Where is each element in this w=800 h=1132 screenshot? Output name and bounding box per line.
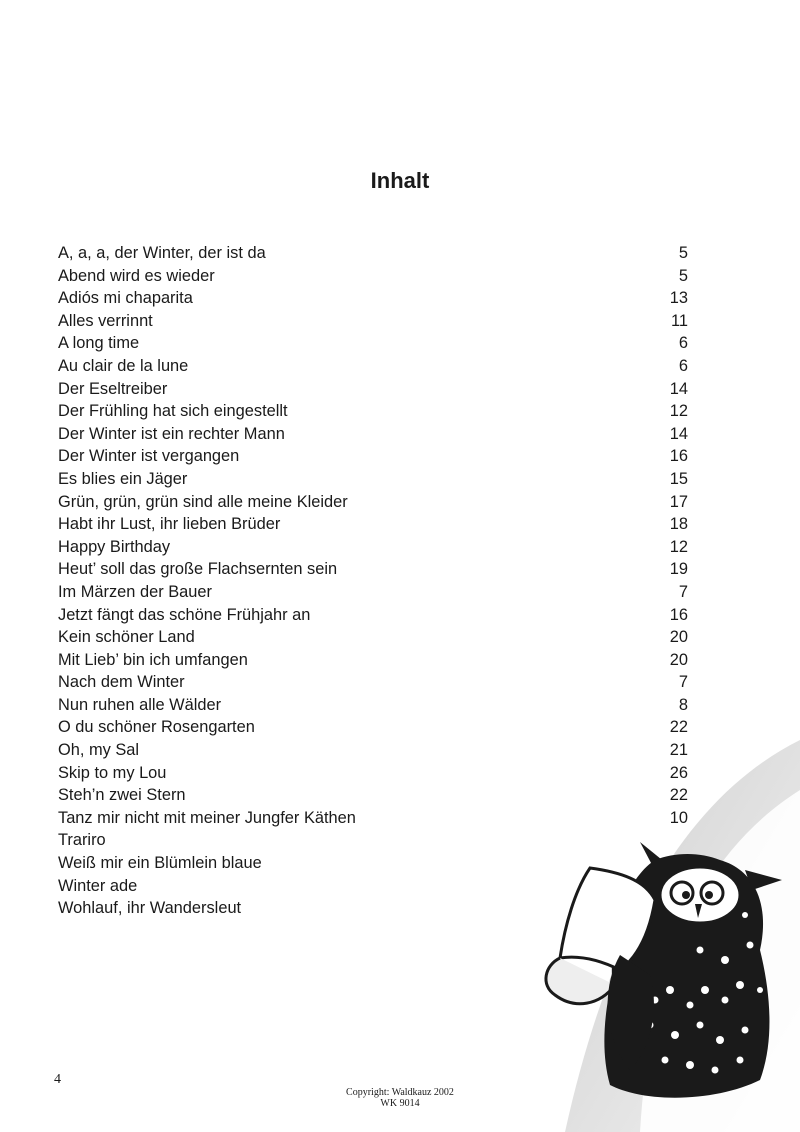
toc-entry — [58, 558, 688, 581]
toc-entry-page: 14 — [669, 424, 688, 443]
toc-entry — [58, 784, 688, 807]
page-number: 4 — [54, 1072, 61, 1087]
toc-entry-page: 8 — [678, 695, 688, 714]
toc-entry — [58, 242, 688, 265]
toc-entry-page: 7 — [678, 673, 688, 692]
toc-entry-title: Nach dem Winter — [58, 673, 185, 692]
toc-entry-title: Wohlauf, ihr Wandersleut — [58, 899, 242, 918]
toc-entry — [58, 581, 688, 604]
toc-entry-page: 17 — [669, 492, 688, 511]
toc-entry-title: Skip to my Lou — [58, 763, 167, 782]
toc-entry — [58, 716, 688, 739]
toc-entry — [58, 400, 688, 423]
page-title: Inhalt — [370, 168, 430, 193]
toc-entry-title: Es blies ein Jäger — [58, 469, 188, 488]
toc-entry-title: Nun ruhen alle Wälder — [58, 695, 222, 714]
toc-entry-page: 7 — [678, 582, 688, 601]
toc-entry — [58, 626, 688, 649]
copyright-notice: Copyright: Waldkauz 2002 — [346, 1087, 454, 1098]
toc-entry — [58, 513, 688, 536]
toc-entry-page: 14 — [669, 379, 688, 398]
toc-entry — [58, 332, 688, 355]
toc-entry — [58, 423, 688, 446]
toc-entry-page: 20 — [669, 628, 688, 647]
toc-entry — [58, 649, 688, 672]
toc-entry-title: Der Frühling hat sich eingestellt — [58, 402, 288, 421]
catalog-number: WK 9014 — [380, 1098, 420, 1109]
table-of-contents — [58, 242, 688, 920]
toc-entry-title: Alles verrinnt — [58, 311, 153, 330]
toc-entry-title: Oh, my Sal — [58, 741, 140, 760]
toc-entry — [58, 739, 688, 762]
toc-entry-page: 5 — [678, 244, 688, 262]
toc-entry-title: Der Eseltreiber — [58, 379, 168, 398]
toc-entry — [58, 287, 688, 310]
toc-entry — [58, 265, 688, 288]
toc-entry-title: Mit Lieb’ bin ich umfangen — [58, 650, 248, 669]
toc-entry — [58, 671, 688, 694]
toc-entry-page: 26 — [669, 763, 688, 782]
toc-entry-title: Steh’n zwei Stern — [58, 786, 186, 805]
toc-entry — [58, 468, 688, 491]
toc-entry-title: Grün, grün, grün sind alle meine Kleider — [58, 492, 348, 511]
toc-entry-page: 10 — [669, 808, 688, 827]
toc-entry — [58, 445, 688, 468]
toc-entry — [58, 536, 688, 559]
toc-entry — [58, 829, 688, 852]
toc-entry — [58, 852, 688, 875]
toc-entry-title: Abend wird es wieder — [58, 266, 215, 285]
toc-entry — [58, 762, 688, 785]
toc-entry — [58, 355, 688, 378]
toc-entry-title: Tanz mir nicht mit meiner Jungfer Käthen — [58, 808, 356, 827]
toc-entry-page: 18 — [669, 515, 688, 534]
toc-entry-title: Happy Birthday — [58, 537, 171, 556]
toc-entry-page: 5 — [678, 266, 688, 285]
toc-entry-title: Der Winter ist vergangen — [58, 447, 240, 466]
toc-entry-title: Heut’ soll das große Flachsernten sein — [58, 560, 338, 579]
toc-entry-page: 19 — [669, 560, 688, 579]
toc-entry — [58, 491, 688, 514]
toc-entry-page: 22 — [669, 718, 688, 737]
toc-entry-page: 15 — [669, 469, 688, 488]
toc-entry-title: Weiß mir ein Blümlein blaue — [58, 854, 262, 873]
toc-entry-title: A, a, a, der Winter, der ist da — [58, 244, 266, 262]
toc-entry-page: 6 — [678, 334, 688, 353]
toc-entry — [58, 875, 688, 898]
toc-entry-page: 22 — [669, 786, 688, 805]
toc-entry-title: Im Märzen der Bauer — [58, 582, 212, 601]
toc-entry-page: 16 — [669, 605, 688, 624]
toc-entry-title: Der Winter ist ein rechter Mann — [58, 424, 285, 443]
toc-entry-title: Trariro — [58, 831, 106, 850]
toc-entry-title: Jetzt fängt das schöne Frühjahr an — [58, 605, 311, 624]
toc-entry-title: A long time — [58, 334, 140, 353]
toc-entry — [58, 897, 688, 920]
toc-entry-page: 6 — [678, 356, 688, 375]
toc-entry — [58, 604, 688, 627]
toc-entry — [58, 310, 688, 333]
toc-entry-title: O du schöner Rosengarten — [58, 718, 255, 737]
toc-entry-page: 16 — [669, 447, 688, 466]
toc-entry — [58, 378, 688, 401]
toc-entry-title: Au clair de la lune — [58, 356, 189, 375]
toc-entry-page: 20 — [669, 650, 688, 669]
toc-entry-title: Kein schöner Land — [58, 628, 195, 647]
toc-entry — [58, 807, 688, 830]
toc-entry-title: Habt ihr Lust, ihr lieben Brüder — [58, 515, 281, 534]
toc-entry-title: Winter ade — [58, 876, 138, 895]
toc-entry-page: 21 — [669, 741, 688, 760]
toc-entry-title: Adiós mi chaparita — [58, 289, 193, 308]
toc-entry-page: 12 — [669, 537, 688, 556]
toc-entry-page: 12 — [669, 402, 688, 421]
footer — [300, 1087, 500, 1109]
toc-entry-page: 13 — [669, 289, 688, 308]
toc-entry-page: 11 — [670, 311, 688, 330]
toc-entry — [58, 694, 688, 717]
